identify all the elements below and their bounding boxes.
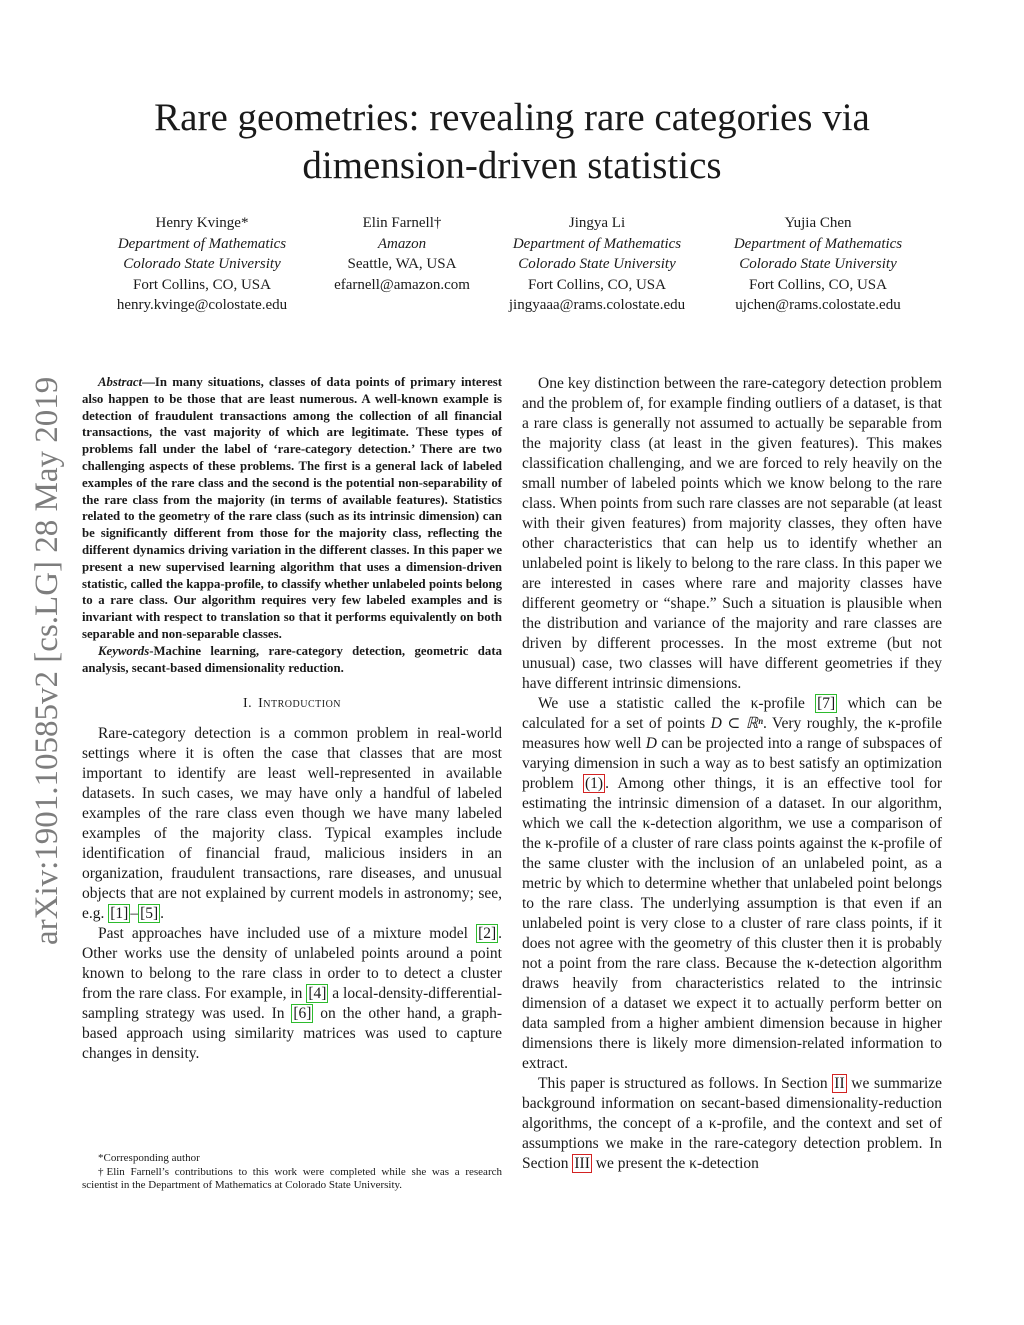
keywords-text: -Machine learning, rare-category detection, geometric data analysis, secant-based dimensionality reduction. xyxy=(82,643,502,675)
right-paragraph-1: One key distinction between the rare-category detection problem and the problem of, for example finding outliers of a dataset, is that a rare class is generally not assumed to actually be separable from the majority class (at least in the given features). This makes classification challenging, and we are forced to rely heavily on the small number of labeled points which we know belong to the rare class. When points from such rare classes are not separable (at least with their given features) from majority classes, they often have other characteristics that can help us to identify whether an unlabeled point is likely to belong to the rare class. In this paper we are interested in cases where rare and majority classes have different geometry or “shape.” Such a situation is plausible when the distribution and variance of the majority and rare classes are driven by different processes. In the most extreme (but not unusual) case, two classes will have different geometries if they have different intrinsic dimensions. xyxy=(522,375,942,692)
author-university: Colorado State University xyxy=(739,256,897,272)
author-name: Elin Farnell† xyxy=(362,215,442,231)
section-link[interactable]: II xyxy=(834,1075,845,1092)
section-title: Introduction xyxy=(258,696,342,712)
intro-paragraph-1: Rare-category detection is a common problem in real-world settings where it is often the case that classes that are most important to identify are least well-represented in available datasets. In such cases, we may have only a handful of labeled examples of the rare class even though we have many labeled examples of the majority class. Typical examples include identification of financial fraud, malicious insiders in an organization, fraudulent transactions, rare diseases, and unusual objects that are not explained by current models in astronomy; see, e.g. [1] – [5] . xyxy=(82,725,502,923)
right-paragraph-2: We use a statistic called the κ-profile [7] which can be calculated for a set of points D ⊂ ℝⁿ. Very roughly, the κ-profile measures how well D can be projected into a range of subspaces of varying dimension in such a way as to best satisfy an optimization problem (1) . Among other things, it is an effective tool for estimating the intrinsic dimension of a dataset. In our algorithm, which we call the κ-detection algorithm, we use a comparison of the κ-profile of a cluster of rare class points against the κ-profile of the same cluster with the inclusion of an unlabeled point, as a metric by which to determine whether that unlabeled point belongs to the rare class. The underlying assumption is that even if an unlabeled point is very close to a cluster of rare class points, if it does not agree with the geometry of this cluster then it is probably not a point from the rare class. Because the κ-detection algorithm draws heavily from characteristics related to the intrinsic dimension of a dataset we expect it to actually perform better on data sampled from a higher ambient dimension because in higher dimensions there is likely more dimension-related information to extract. xyxy=(522,695,943,1072)
author-university: Colorado State University xyxy=(123,256,281,272)
abstract xyxy=(82,374,502,643)
author-location: Fort Collins, CO, USA xyxy=(133,276,271,293)
citation-link[interactable]: [4] xyxy=(308,985,327,1003)
paper-title xyxy=(100,94,924,190)
author-3 xyxy=(482,213,712,316)
footnote-corresponding-author: *Corresponding author xyxy=(98,1152,200,1164)
citation-link[interactable]: [2] xyxy=(478,925,497,943)
footnote-affiliation: †Elin Farnell’s contributions to this work were completed while she was a research scientist in the Department of Mathematics at Colorado State University. xyxy=(82,1165,502,1191)
author-location: Seattle, WA, USA xyxy=(347,256,457,272)
equation-link[interactable]: (1) xyxy=(585,775,604,792)
author-affiliation: Department of Mathematics xyxy=(512,235,682,252)
section-heading-introduction xyxy=(82,694,502,714)
author-location: Fort Collins, CO, USA xyxy=(749,276,887,293)
citation-link[interactable]: [1] xyxy=(110,905,129,923)
citation-link[interactable]: [6] xyxy=(293,1005,312,1023)
author-affiliation: Department of Mathematics xyxy=(117,235,287,252)
abstract-text: In many situations, classes of data points of primary interest also happen to be those that are least numerous. A well-known example is detection of fraudulent transactions among the collection of all financial transactions, the vast majority of which are legitimate. These types of problems fall under the label of ‘rare-category detection.’ There are two challenging aspects of these problems. The first is a general lack of labeled examples of the rare class and the second is the potential non-separability of the rare class from the majority (in terms of available features). Statistics related to the geometry of the rare class (such as its intrinsic dimension) can be significantly different from those for the majority class, reflecting the different dynamics driving variation in the different classes. In this paper we present a new supervised learning algorithm that uses a dimension-driven statistic, called the kappa-profile, to classify whether unlabeled points belong to a rare class. Our algorithm requires very few labeled examples and is invariant with respect to translation so that it performs equivalently on both separable and non-separable classes. xyxy=(82,375,502,641)
math-symbol: D xyxy=(645,735,657,752)
author-email[interactable]: jingyaaa@rams.colostate.edu xyxy=(508,297,686,313)
left-column xyxy=(82,374,502,1064)
abstract-dash: — xyxy=(142,375,155,389)
math-set: D ⊂ ℝⁿ xyxy=(710,715,763,732)
author-name: Jingya Li xyxy=(568,215,626,231)
arxiv-identifier: arXiv:1901.10585v2 [cs.LG] 28 May 2019 xyxy=(29,376,65,945)
section-link[interactable]: III xyxy=(574,1155,590,1172)
title-line-1: Rare geometries: revealing rare categories via xyxy=(154,96,870,139)
title-line-2: dimension-driven statistics xyxy=(302,144,722,187)
author-email[interactable]: ujchen@rams.colostate.edu xyxy=(735,297,901,313)
author-affiliation: Department of Mathematics xyxy=(733,235,903,252)
intro-paragraph-2: Past approaches have included use of a mixture model [2] . Other works use the density of unlabeled points around a point known to belong to the rare class in order to to detect a cluster from the rare class. For example, in [4] a local-density-differential-sampling strategy was used. In [6] on the other hand, a graph-based approach using similarity matrices was used to capture changes in density. xyxy=(82,925,503,1063)
author-1 xyxy=(87,213,317,316)
author-university: Colorado State University xyxy=(518,256,676,272)
right-column xyxy=(522,374,942,1174)
right-paragraph-3: This paper is structured as follows. In Section II we summarize background information on secant-based dimensionality-reduction algorithms, the concept of a κ-profile, and the context and set of assumptions we make in the rare-category detection problem. In Section III we present the κ-detection xyxy=(522,1075,943,1172)
author-name: Henry Kvinge* xyxy=(155,215,249,231)
author-location: Fort Collins, CO, USA xyxy=(528,276,666,293)
author-affiliation: Amazon xyxy=(377,235,427,252)
section-number: I. xyxy=(242,696,253,712)
author-email[interactable]: henry.kvinge@colostate.edu xyxy=(116,297,288,313)
keywords-label: Keywords xyxy=(98,643,150,658)
author-4 xyxy=(703,213,933,316)
author-name: Yujia Chen xyxy=(784,215,852,231)
footnotes xyxy=(82,1152,502,1193)
author-email[interactable]: efarnell@amazon.com xyxy=(334,276,470,293)
abstract-label: Abstract xyxy=(98,375,143,389)
keywords xyxy=(82,643,502,677)
citation-link[interactable]: [5] xyxy=(140,905,159,923)
citation-link[interactable]: [7] xyxy=(817,695,836,712)
